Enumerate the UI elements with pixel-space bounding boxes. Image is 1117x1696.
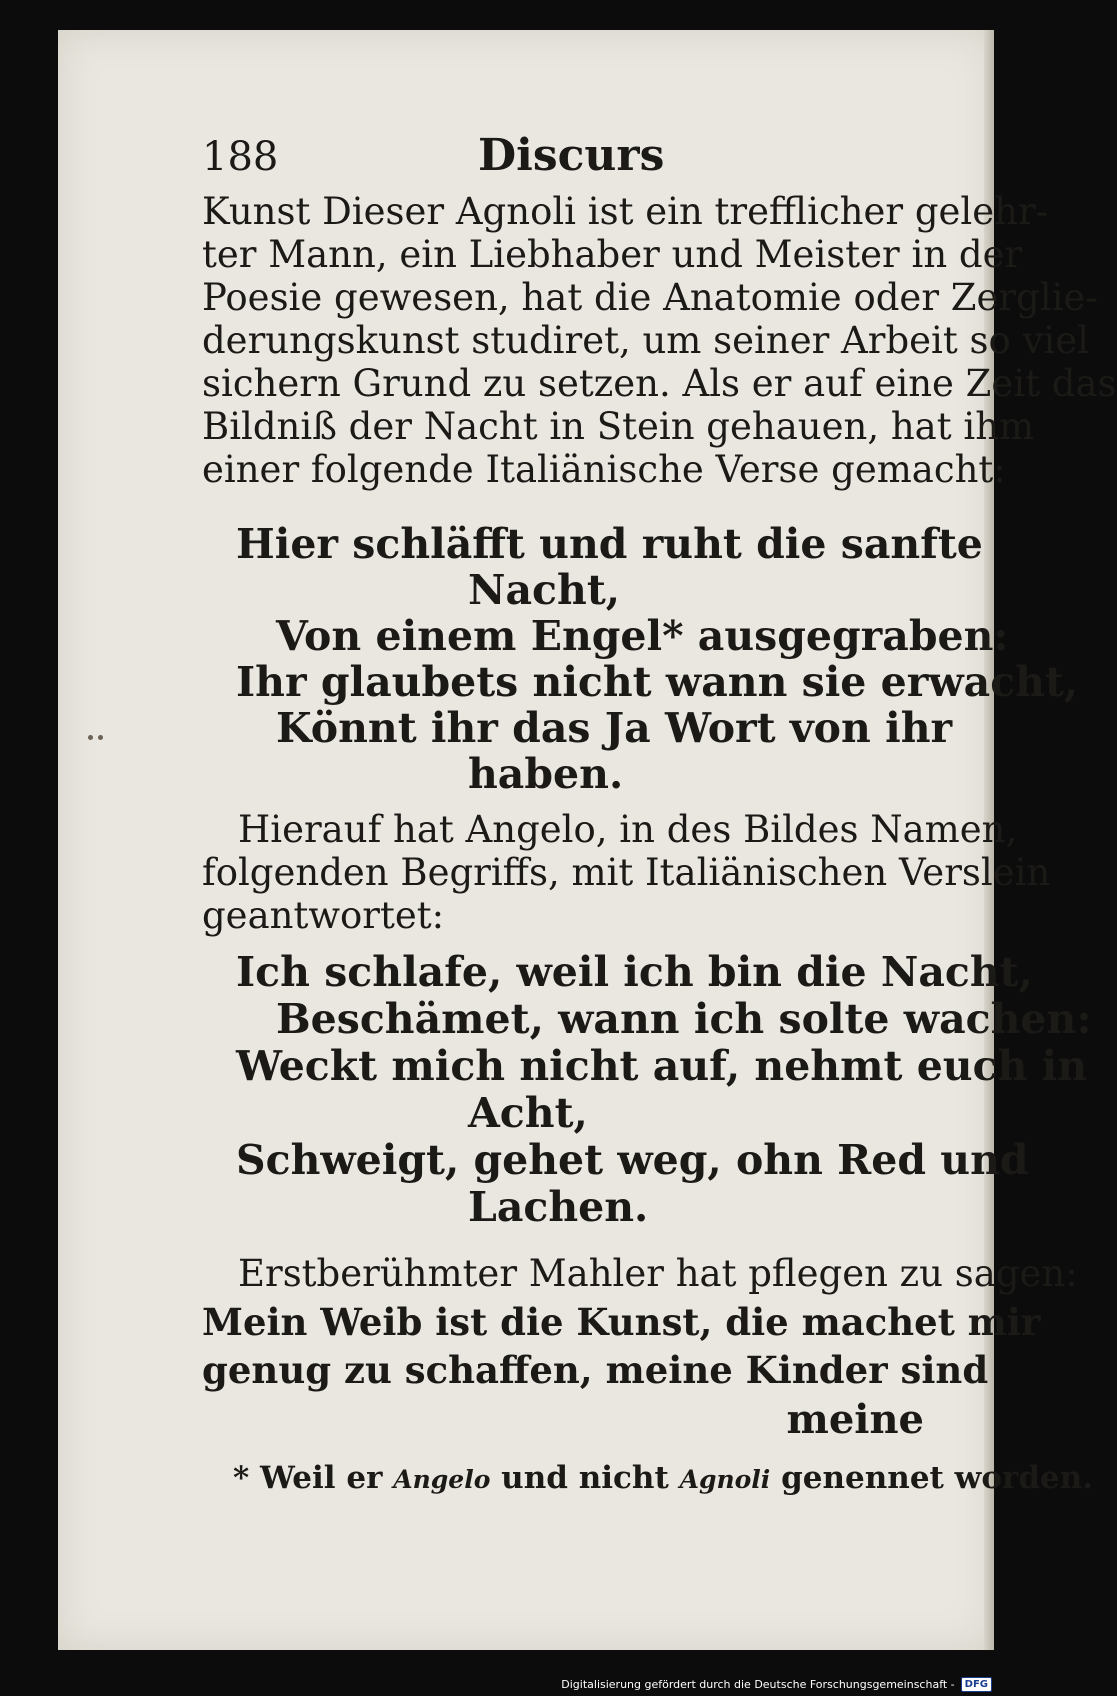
paragraph-line: Hierauf hat Angelo, in des Bildes Namen, (238, 808, 1018, 851)
digitization-credit (561, 1674, 992, 1694)
page-number: 188 (202, 134, 279, 180)
verse-line: Acht, (468, 1089, 588, 1137)
verse-line: Lachen. (468, 1183, 649, 1231)
paragraph-line: Poesie gewesen, hat die Anatomie oder Zerglie- (202, 276, 1098, 319)
footnote-name-agnoli: Agnoli (679, 1465, 771, 1494)
paragraph-line: genug zu schaffen, meine Kinder sind (202, 1348, 989, 1392)
verse-line: Beschämet, wann ich solte wachen: (276, 995, 1092, 1043)
paragraph-line: Kunst Dieser Agnoli ist ein trefflicher gelehr- (202, 190, 1049, 233)
paragraph-line: ter Mann, ein Liebhaber und Meister in der (202, 233, 1023, 276)
paragraph-line: Erstberühmter Mahler hat pflegen zu sagen: (238, 1252, 1078, 1295)
paragraph-line: geantwortet: (202, 894, 445, 937)
footnote-text: Weil er (260, 1460, 383, 1496)
footnote-text: genennet worden. (781, 1460, 1094, 1496)
paragraph-line: folgenden Begriffs, mit Italiänischen Verslein (202, 851, 1051, 894)
paragraph-line: Bildniß der Nacht in Stein gehauen, hat ihm (202, 405, 1035, 448)
book-page (58, 30, 1117, 1650)
catchword: meine (786, 1396, 924, 1443)
footnote-name-angelo: Angelo (393, 1465, 491, 1494)
verse-line: Weckt mich nicht auf, nehmt euch in (236, 1042, 1088, 1090)
footnote-mark: * (233, 1460, 250, 1496)
running-head: Discurs (478, 130, 665, 181)
paragraph-line: derungskunst studiret, um seiner Arbeit so viel (202, 319, 1089, 362)
verse-line: Schweigt, gehet weg, ohn Red und (236, 1136, 1029, 1184)
verse-line: Könnt ihr das Ja Wort von ihr (276, 704, 953, 752)
paragraph-line: Mein Weib ist die Kunst, die machet mir (202, 1300, 1041, 1344)
footnote (233, 1460, 1093, 1496)
footnote-text: und nicht (501, 1460, 669, 1496)
verse-line: Ihr glaubets nicht wann sie erwacht, (236, 658, 1079, 706)
verse-line: Hier schläfft und ruht die sanfte (236, 520, 983, 568)
verse-line: Von einem Engel* ausgegraben: (276, 612, 1009, 660)
verse-line: Ich schlafe, weil ich bin die Nacht, (236, 948, 1033, 996)
credit-text: Digitalisierung gefördert durch die Deutsche Forschungsgemeinschaft - (561, 1677, 955, 1691)
verse-line: Nacht, (468, 566, 621, 614)
paragraph-line: sichern Grund zu setzen. Als er auf eine Zeit das (202, 362, 1117, 405)
verse-line: haben. (468, 750, 624, 798)
dfg-logo: DFG (961, 1677, 992, 1692)
paragraph-line: einer folgende Italiänische Verse gemacht: (202, 448, 1006, 491)
page-text (58, 30, 1117, 1650)
